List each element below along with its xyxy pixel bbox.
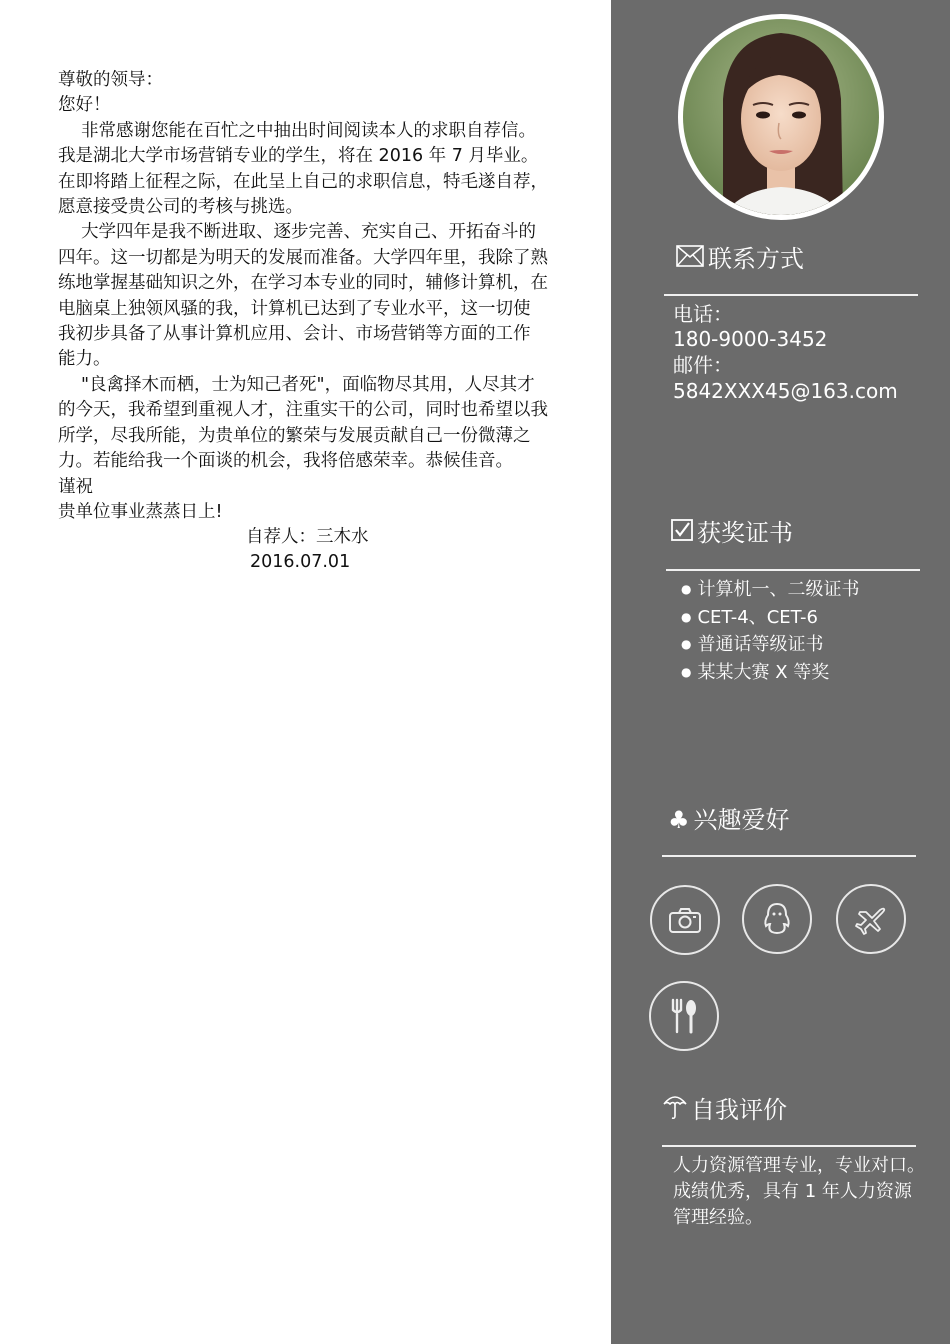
contact-title: 联系方式 xyxy=(708,245,804,273)
letter-line: 大学四年是我不断进取、逐步完善、充实自己、开拓奋斗的 xyxy=(81,222,536,243)
awards-divider xyxy=(666,569,920,571)
letter-signer: 自荐人：三木水 xyxy=(246,527,369,547)
letter-line: 四年。这一切都是为明天的发展而准备。大学四年里，我除了熟 xyxy=(58,247,548,268)
letter-line: "良禽择木而栖，士为知己者死"，面临物尽其用，人尽其才 xyxy=(81,374,535,395)
awards-title: 获奖证书 xyxy=(697,519,793,547)
sidebar xyxy=(611,0,950,1344)
self-eval-section-title xyxy=(663,1092,787,1127)
letter-line: 在即将踏上征程之际，在此呈上自己的求职信息，特毛遂自荐， xyxy=(58,171,548,192)
hobbies-divider xyxy=(662,855,916,857)
letter-greeting: 尊敬的领导： xyxy=(58,70,163,90)
letter-line: 我初步具备了从事计算机应用、会计、市场营销等方面的工作 xyxy=(58,324,531,345)
qq-icon xyxy=(742,884,812,954)
self-eval-line: 人力资源管理专业，专业对口。 xyxy=(673,1155,925,1176)
letter-closing-wish: 贵单位事业蒸蒸日上! xyxy=(58,501,223,522)
awards-list xyxy=(681,577,859,687)
phone-number: 180-9000-3452 xyxy=(673,327,828,351)
awards-section-title xyxy=(671,518,793,548)
self-eval-divider xyxy=(662,1145,916,1147)
letter-line: 所学，尽我所能，为贵单位的繁荣与发展贡献自己一份微薄之 xyxy=(58,425,531,446)
award-item: ● 计算机一、二级证书 xyxy=(681,577,859,605)
letter-hello: 您好！ xyxy=(58,95,111,116)
letter-line: 的今天，我希望到重视人才，注重实干的公司，同时也希望以我 xyxy=(58,400,548,421)
letter-date: 2016.07.01 xyxy=(250,552,351,572)
email-label: 邮件： xyxy=(673,353,733,377)
hobbies-title: 兴趣爱好 xyxy=(693,806,790,834)
hobbies-section-title xyxy=(668,805,790,835)
letter-line: 力。若能给我一个面谈的机会，我将倍感荣幸。恭候佳音。 xyxy=(58,451,513,472)
cover-letter xyxy=(58,68,573,525)
umbrella-icon xyxy=(663,1092,687,1127)
self-eval-title: 自我评价 xyxy=(691,1095,787,1124)
letter-line: 非常感谢您能在百忙之中抽出时间阅读本人的求职自荐信。 xyxy=(81,120,536,141)
contact-section-title xyxy=(676,244,804,274)
camera-icon xyxy=(650,885,720,955)
letter-line: 电脑桌上独领风骚的我，计算机已达到了专业水平，这一切使 xyxy=(58,298,531,319)
self-eval-text xyxy=(673,1153,938,1231)
phone-label: 电话： xyxy=(673,302,733,326)
award-item: ● 某某大赛 X 等奖 xyxy=(681,660,859,688)
self-eval-line: 管理经验。 xyxy=(673,1207,763,1228)
email-address: 5842XXX45@163.com xyxy=(673,379,898,403)
self-eval-line: 成绩优秀，具有 1 年人力资源 xyxy=(673,1181,912,1202)
letter-closing: 谨祝 xyxy=(58,476,93,497)
envelope-icon xyxy=(676,244,704,274)
club-icon: ♣ xyxy=(668,806,690,834)
checkbox-icon xyxy=(671,518,693,548)
letter-line: 练地掌握基础知识之外，在学习本专业的同时，辅修计算机，在 xyxy=(58,273,548,294)
airplane-icon xyxy=(836,884,906,954)
award-item: ● 普通话等级证书 xyxy=(681,632,859,660)
contact-divider xyxy=(664,294,918,296)
avatar xyxy=(683,19,879,215)
letter-line: 愿意接受贵公司的考核与挑选。 xyxy=(58,197,303,218)
avatar-frame xyxy=(678,14,884,220)
letter-line: 能力。 xyxy=(58,349,111,370)
dining-icon xyxy=(649,981,719,1051)
award-item: ● CET-4、CET-6 xyxy=(681,605,859,633)
letter-line: 我是湖北大学市场营销专业的学生，将在 2016 年 7 月毕业。 xyxy=(58,146,539,167)
